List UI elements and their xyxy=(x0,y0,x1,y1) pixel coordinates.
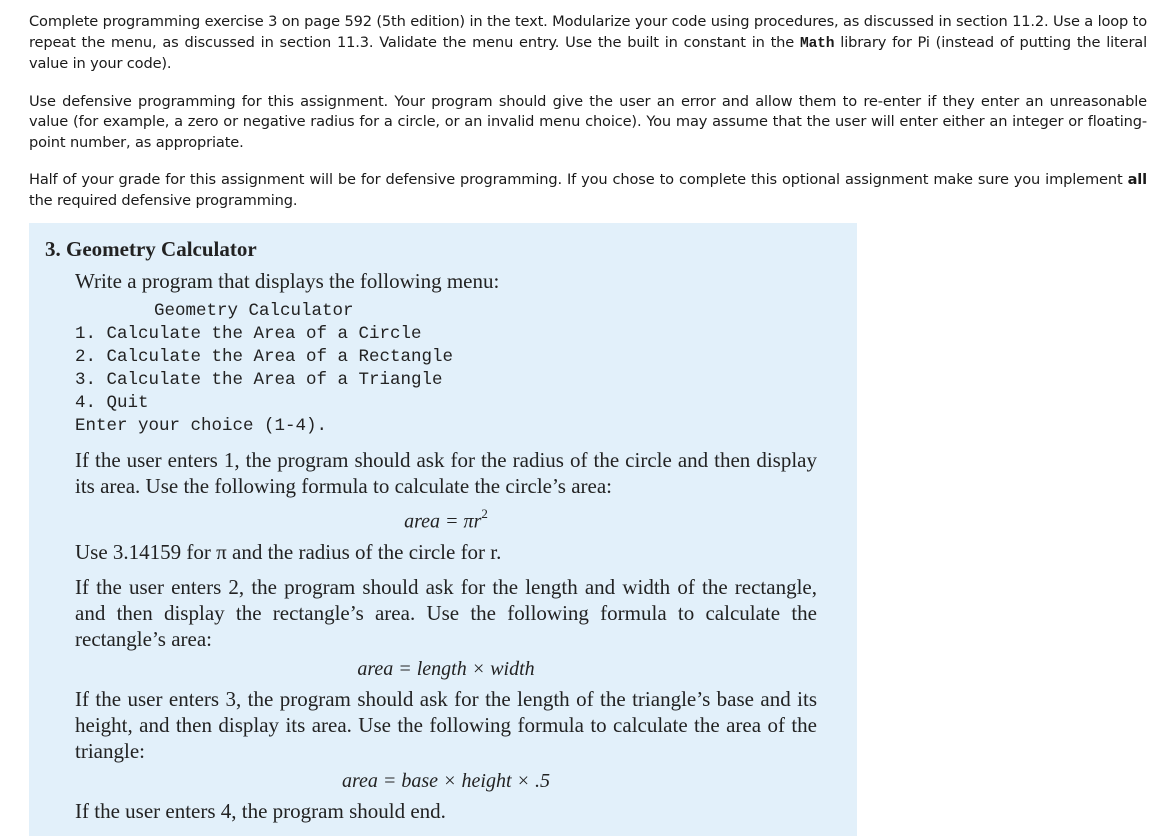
textbook-excerpt xyxy=(29,223,857,836)
menu-item: 4. Quit xyxy=(75,393,149,413)
instructions-paragraph-1 xyxy=(29,12,1147,75)
triangle-instructions: If the user enters 3, the program should ask for the length of the triangle’s base and its height, and then display its area. Use the following formula to calculate the area of the triangle: xyxy=(75,686,817,763)
math-library-code: Math xyxy=(799,35,835,52)
rectangle-instructions: If the user enters 2, the program should ask for the length and width of the rectangle, and then display the rectangle’s area. Use the following formula to calculate the rectangle’s area: xyxy=(75,574,817,651)
exercise-body xyxy=(75,268,817,824)
instructions-text: library for Pi (instead of putting the literal value in your code). xyxy=(29,33,1147,72)
rectangle-formula: area = length × width xyxy=(357,657,535,680)
circle-formula-text: area = πr xyxy=(404,510,482,533)
instructions-text: Half of your grade for this assignment will be for defensive programming. If you chose to complete this optional assignment make sure you implement xyxy=(29,171,1128,188)
menu-title: Geometry Calculator xyxy=(154,301,354,321)
quit-instructions: If the user enters 4, the program should end. xyxy=(75,798,446,823)
triangle-formula: area = base × height × .5 xyxy=(341,769,551,792)
exercise-title: 3. Geometry Calculator xyxy=(45,237,257,261)
circle-instructions: If the user enters 1, the program should ask for the radius of the circle and then display its area. Use the following formula to calculate the circle’s area: xyxy=(75,448,817,498)
pi-note: Use 3.14159 for π and the radius of the circle for r. xyxy=(75,539,502,564)
menu-item: 1. Calculate the Area of a Circle xyxy=(75,324,422,344)
menu-item: 3. Calculate the Area of a Triangle xyxy=(75,370,443,390)
assignment-instructions xyxy=(29,12,1147,228)
menu-item: 2. Calculate the Area of a Rectangle xyxy=(75,347,454,367)
emphasis-all: all xyxy=(1127,171,1147,188)
menu-prompt: Enter your choice (1-4). xyxy=(75,416,328,436)
instructions-text: the required defensive programming. xyxy=(29,191,298,209)
circle-formula-exponent: 2 xyxy=(481,506,488,521)
circle-formula xyxy=(75,503,817,535)
instructions-paragraph-3 xyxy=(29,170,1147,211)
instructions-paragraph-2: Use defensive programming for this assignment. Your program should give the user an error and allow them to re-enter if they enter an unreasonable value (for example, a zero or negative radius for a circle, or an invalid menu choice). You may assume that the user will enter either an integer or floating-point number, as appropriate. xyxy=(29,92,1147,151)
exercise-lead: Write a program that displays the following menu: xyxy=(75,269,500,293)
menu-listing xyxy=(75,300,817,438)
instructions-text: Complete programming exercise 3 on page 592 (5th edition) in the text. Modularize your code using procedures, as discussed in section 11.2. Use a loop to repeat the menu, as discussed in section 11.3. Validate the menu entry. Use the built in constant in the xyxy=(29,13,1147,51)
